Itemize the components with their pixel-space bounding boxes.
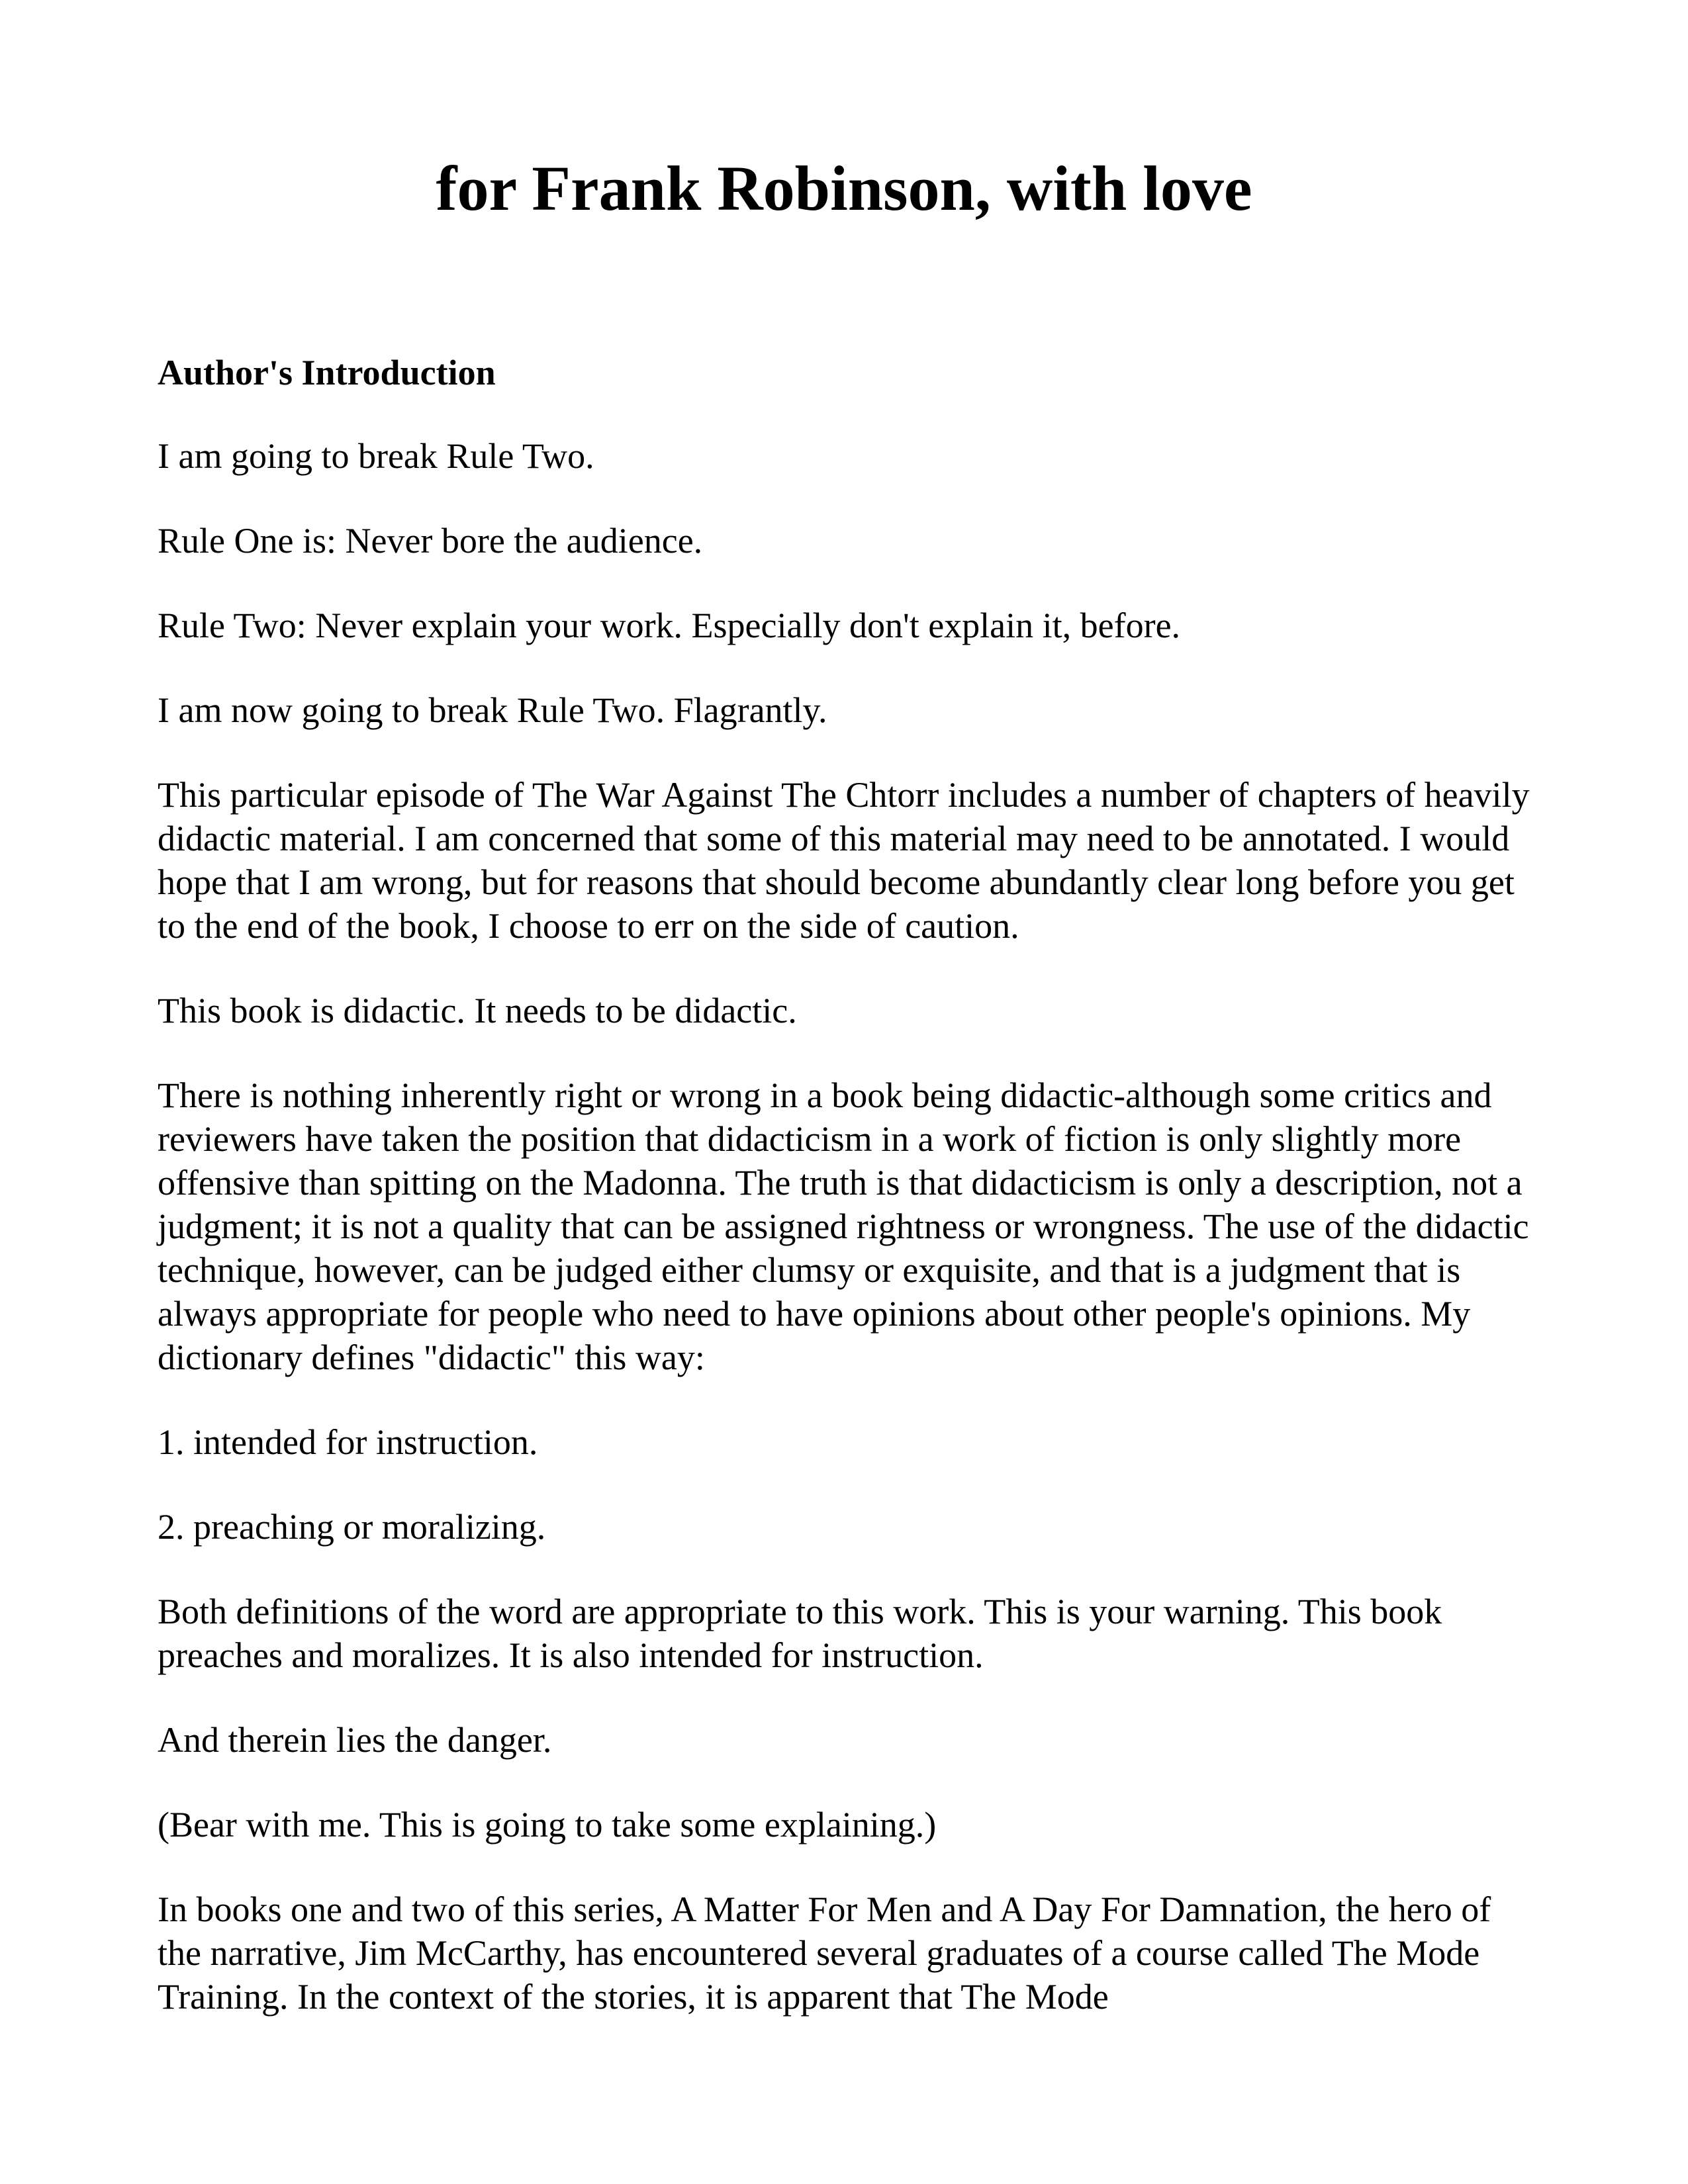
paragraph: Both definitions of the word are appropriate to this work. This is your warning. This book preaches and moralizes. It is also intended for instruction. [158, 1592, 1442, 1675]
paragraph: Rule Two: Never explain your work. Especially don't explain it, before. [158, 606, 1181, 645]
dedication-title: for Frank Robinson, with love [436, 153, 1252, 224]
paragraph: In books one and two of this series, A Matter For Men and A Day For Damnation, the hero of the narrative, Jim McCarthy, has encountered several graduates of a course called The Mode Training. In the context of the stories, it is apparent that The Mode [158, 1889, 1491, 2017]
paragraph: There is nothing inherently right or wrong in a book being didactic-although some critics and reviewers have taken the position that didacticism in a work of fiction is only slightly more offensive than spitting on the Madonna. The truth is that didacticism is only a description, not a judgment; it is not a quality that can be assigned rightness or wrongness. The use of the didactic technique, however, can be judged either clumsy or exquisite, and that is a judgment that is always appropriate for people who need to have opinions about other people's opinions. My dictionary defines "didactic" this way: [158, 1075, 1529, 1377]
paragraph: This particular episode of The War Against The Chtorr includes a number of chapters of heavily didactic material. I am concerned that some of this material may need to be annotated. I would hope that I am wrong, but for reasons that should become abundantly clear long before you get to the end of the book, I choose to err on the side of caution. [158, 775, 1530, 946]
definition-item: 1. intended for instruction. [158, 1422, 538, 1462]
introduction-body [158, 351, 1534, 2060]
definition-item: 2. preaching or moralizing. [158, 1507, 546, 1547]
paragraph: Rule One is: Never bore the audience. [158, 521, 703, 561]
paragraph: (Bear with me. This is going to take some explaining.) [158, 1805, 937, 1844]
paragraph: I am now going to break Rule Two. Flagrantly. [158, 690, 827, 730]
paragraph: And therein lies the danger. [158, 1720, 552, 1760]
paragraph: This book is didactic. It needs to be didactic. [158, 991, 797, 1030]
section-heading: Author's Introduction [158, 353, 496, 392]
paragraph: I am going to break Rule Two. [158, 436, 594, 476]
